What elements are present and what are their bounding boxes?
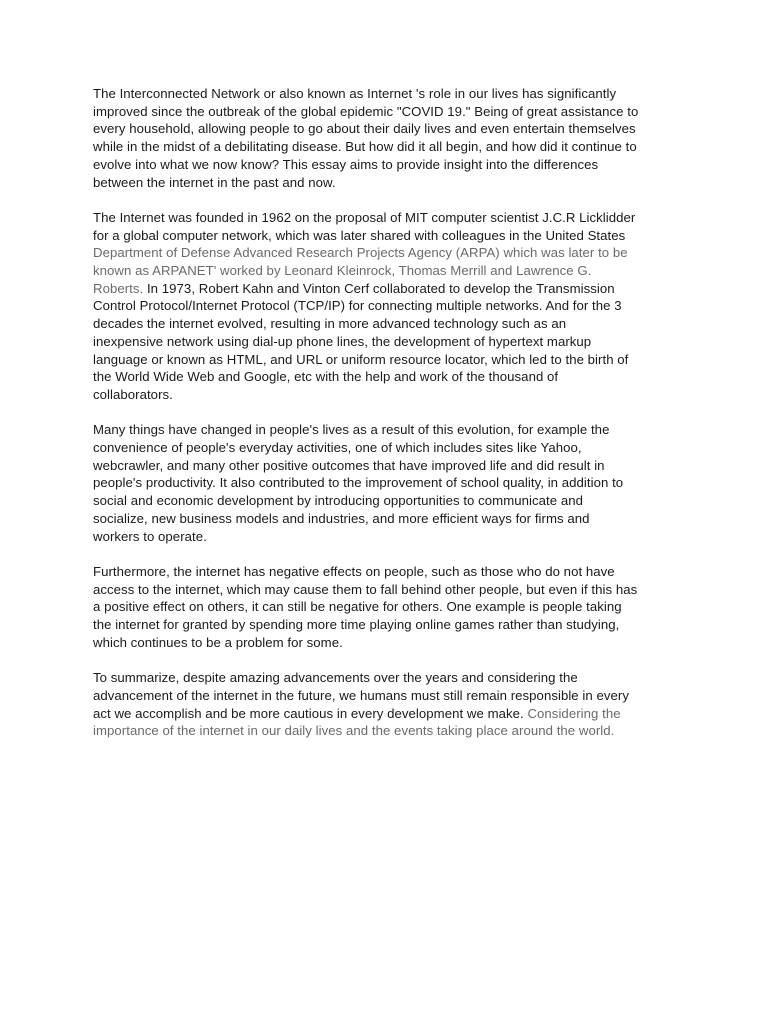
paragraph-intro-text: The Interconnected Network or also known as Internet 's role in our lives has significantly improved since the outbreak of the global epidemic "COVID 19." Being of great assistance to every household, allowing people to go about their daily lives and even entertain themselves while in the midst of a debilitating disease. But how did it all begin, and how did it continue to evolve into what we now know? This essay aims to provide insight into the differences between the internet in the past and now.: [93, 86, 639, 190]
paragraph-history-text-c: In 1973, Robert Kahn and Vinton Cerf collaborated to develop the Transmission Control Protocol/Internet Protocol (TCP/IP) for connecting multiple networks. And for the 3 decades the internet evolved, resulting in more advanced technology such as an inexpensive network using dial-up phone lines, the development of hypertext markup language or known as HTML, and URL or uniform resource locator, which led to the birth of the World Wide Web and Google, etc with the help and work of the thousand of collaborators.: [93, 280, 629, 402]
paragraph-summary-text-b: Considering the importance of the internet in our daily lives and the events taking place around the world.: [93, 705, 621, 739]
paragraph-changes: [93, 421, 683, 545]
paragraph-negative-effects-text: Furthermore, the internet has negative effects on people, such as those who do not have access to the internet, which may cause them to fall behind other people, but even if this has a positive effect on others, it can still be negative for others. One example is people taking the internet for granted by spending more time playing online games rather than studying, which continues to be a problem for some.: [93, 563, 638, 650]
paragraph-intro: [93, 85, 683, 191]
paragraph-negative-effects: [93, 563, 683, 652]
paragraph-summary-text-a: To summarize, despite amazing advancements over the years and considering the advancement of the internet in the future, we humans must still remain responsible in every act we accomplish and be more cautious in every development we make.: [93, 670, 629, 721]
paragraph-history-text-a: The Internet was founded in 1962 on the proposal of MIT computer scientist J.C.R Licklidder for a global computer network, which was later shared with colleagues in the United States: [93, 209, 636, 243]
paragraph-history-text-b: Department of Defense Advanced Research Projects Agency (ARPA) which was later to be known as ARPANET' worked by Leonard Kleinrock, Thomas Merrill and Lawrence G. Roberts.: [93, 245, 628, 296]
essay-body: [93, 85, 683, 758]
paragraph-changes-text: Many things have changed in people's lives as a result of this evolution, for example the convenience of people's everyday activities, one of which includes sites like Yahoo, webcrawler, and many other positive outcomes that have improved life and did result in people's productivity. It also contributed to the improvement of school quality, in addition to social and economic development by introducing opportunities to communicate and socialize, new business models and industries, and more efficient ways for firms and workers to operate.: [93, 422, 624, 544]
paragraph-summary: [93, 669, 683, 740]
paragraph-history: [93, 209, 683, 404]
